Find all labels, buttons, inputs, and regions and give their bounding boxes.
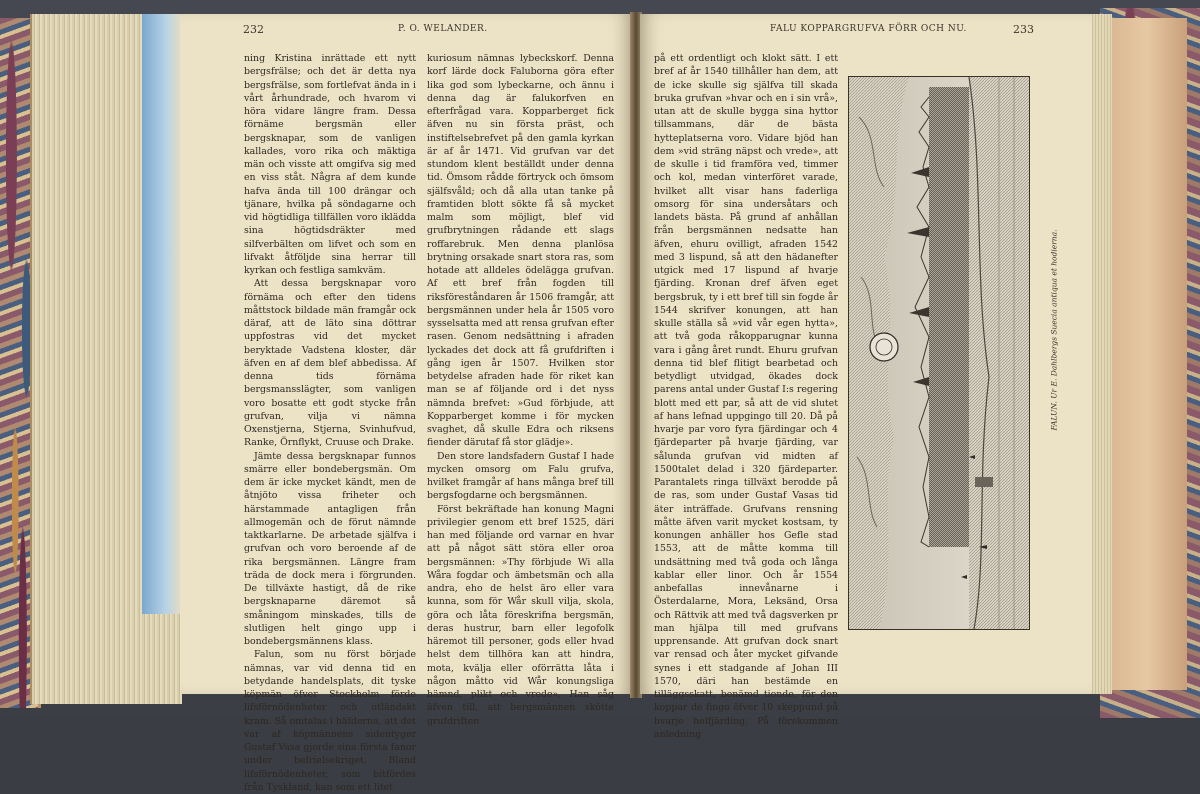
- left-endpaper-strip: [142, 14, 182, 614]
- left-running-head: P. O. WELANDER.: [398, 24, 488, 34]
- left-page-column-2: [427, 52, 614, 727]
- engraving-plate: [848, 76, 1030, 630]
- paragraph: kuriosum nämnas lybeckskorf. Denna korf lärde dock Faluborna göra efter lika god som lybeckarne, och ännu i denna dag är falukorfven en efterfrågad vara. Kopparberget fick äfven nu sin första präst, och instiftelsebrefvet på den gamla kyrkan är af år 1471. Vid grufvan var det stundom klent beställdt under denna tid. Ömsom rådde förtryck och ömsom själfsvåld; och då alla utan tanke på framtiden blott sökte få så mycket malm som möjligt, blef vid grufbrytningen rådande ett slags roffarebruk. Men denna planlösa brytning orsakade snart stora ras, som hotade att alldeles ödelägga grufvan. Af ett bref från fogden till riksföreståndaren år 1506 framgår, att bergsmännen under hela år 1505 voro sysselsatta med att rensa grufvan efter rasen. Genom nedsättning i afraden lyckades det dock att få grufdriften i gång igen år 1507. Hvilken stor betydelse afraden hade för riket kan man se af följande ord i det nyss nämnda brefvet: »Gud förbjude, att Kopparberget komme i för mycken svaghet, då skulle Edra och riksens fiender därutaf få stor glädje».: [427, 53, 614, 449]
- paragraph: Falun, som nu först började nämnas, var vid denna tid en betydande handelsplats, dit tyske köpmän öfver Stockholm förde lifsförnödenheter och utländskt kram. Så omtalas i häfderna, att det var af köpmännens sidentyger Gustaf Vasa gjorde sina första fanor under befrielsekriget. Bland lifsförnödenheter, som bitfördes från Tyskland, kan som ett litet: [244, 649, 416, 793]
- paragraph: Jämte dessa bergsknapar funnos smärre eller bondebergsmän. Om dem är icke mycket kändt, men de åtnjöto vissa friheter och härstammade antagligen från allmogemän och de förut nämnde taktkarlarne. De arbetade själfva i grufvan och voro beroende af de rika bergsmännen. Längre fram träda de dock mera i förgrunden. De tillväxte hastigt, då de rike bergsknaparne däremot så småningom minskades, tills de slutligen helt gingo upp i bondebergsmännens klass.: [244, 450, 416, 647]
- left-page-column-1: [244, 52, 416, 793]
- right-page-number: 233: [1013, 23, 1034, 36]
- plate-caption-text: FALUN. Ur E. Dahlbergs Suecia antiqua et hodierna.: [1049, 229, 1059, 431]
- left-page-number: 232: [243, 23, 264, 36]
- plate-caption: [1049, 120, 1059, 540]
- falun-engraving-image: [849, 77, 1029, 629]
- paragraph: Att dessa bergsknapar voro förnäma och efter den tidens måttstock bildade män framgår ock däraf, att de läto sina döttrar uppfostras vid det mycket beryktade Vadstena kloster, där äfven en af dem blef abbedissa. Af denna tids förnäma bergsmansslägter, som vanligen voro bosatte ett godt stycke från grufvan, vilja vi nämna Oxenstjerna, Stjerna, Svinhufvud, Ranke, Örnflykt, Cruuse och Drake.: [244, 278, 416, 449]
- right-board: [1105, 18, 1187, 690]
- right-page-column-1: [654, 52, 838, 740]
- right-running-head: FALU KOPPARGRUFVA FÖRR OCH NU.: [770, 24, 967, 34]
- paragraph: på ett ordentligt och klokt sätt. I ett bref af år 1540 tillhåller han dem, att de icke skulle sig själfva till skada bruka grufvan »hvar och en i sin vrå», utan att de skulle bygga sina hyttor tillsammans, där de bästa hytteplatserna voro. Vidare bjöd han dem »vid sträng näpst och vrede», att de skulle i tid framföra ved, timmer och kol, medan vinterföret varade, hvilket allt visar hans faderliga omsorg för sina undersåtars och landets bästa. På grund af anhållan från bergsmännen nedsatte han äfven, ehuru ovilligt, afraden 1542 med 3 lispund, så att den hädanefter utgick med 17 lispund af hvarje fjärding. Kronan dref äfven eget bergsbruk, ty i ett bref till sin fogde år 1544 skrifver konungen, att han skulle ställa så »vid vår egen hytta», att två goda råkopparugnar kunna vara i gång året rundt. Ehuru grufvan denna tid blef flitigt bearbetad och betydligt utvidgad, ökades dock parens antal under Gustaf I:s regering blott med ett par, så att de vid slutet af hans lefnad uppgingo till 20. Då på hvarje par voro fyra fjärdingar och 4 fjärdeparter på hvarje fjärding, var sålunda grufvan vid midten af 1500talet delad i 320 fjärdeparter. Parantalets ringa tillväxt berodde på de ras, som under Gustaf Vasas tid äter inträffade. Grufvans rensning måtte äfven varit mycket kostsam, ty konungen anhäller hos Gefle stad 1553, att de måtte komma till undsättning med två goda och långa kablar eller linor. Och år 1554 anbefallas innevånarne i Österdalarne, Mora, Leksänd, Orsa och Rättvik att med två dagsverken pr man hjälpa till med grufvans upprensande. Att grufvan dock snart var rensad och åter mycket gifvande synes i ett stadgande af Johan III 1570, däri han bestämde en tilläggsskatt, benämd tionde, för den koppar de fingo öfver 10 skeppund på hvarje helfjärding. På förekommen anledning: [654, 53, 838, 740]
- paragraph: Först bekräftade han konung Magni privilegier genom ett bref 1525, däri han med följande ord varnar en hvar att på något sätt störa eller oroa bergsmännen: »Thy förbjude Wi alla Wåra fogdar och ämbetsmän och alla andra, eho de helst äro eller vara kunna, som för Wår skull vilja, skola, göra och låta föreskrifna bergsmän, deras hustrur, barn eller legofolk häremot till personer, gods eller hvad helst dem tillhöra kan att hindra, mota, kvälja eller oförrätta låta i någon måtto vid Wår konungsliga hämnd, plikt och vrede». Han såg äfven till, att bergsmännen skötte grufdriften: [427, 503, 614, 727]
- paragraph: Den store landsfadern Gustaf I hade mycken omsorg om Falu grufva, hvilket framgår af hans många bref till bergsfogdarne och bergsmännen.: [427, 450, 614, 502]
- paragraph: ning Kristina inrättade ett nytt bergsfrälse; och det är detta nya bergsfrälse, som fortlefvat ända in i vårt århundrade, och hvarom vi höra vidare längre fram. Dessa förnäme bergsmän eller bergsknapar, som de vanligen kallades, voro rika och mäktiga män och visste att omgifva sig med en viss ståt. Några af dem kunde hafva ända till 100 drängar och tjänare, hvilka på söndagarne och vid högtidliga tillfällen voro iklädda sina högtidsdräkter med silfverbälten om lifvet och som en lifvakt åtföljde sina herrar till kyrkan och festliga samkväm.: [244, 53, 416, 276]
- right-page-edges: [1090, 14, 1112, 694]
